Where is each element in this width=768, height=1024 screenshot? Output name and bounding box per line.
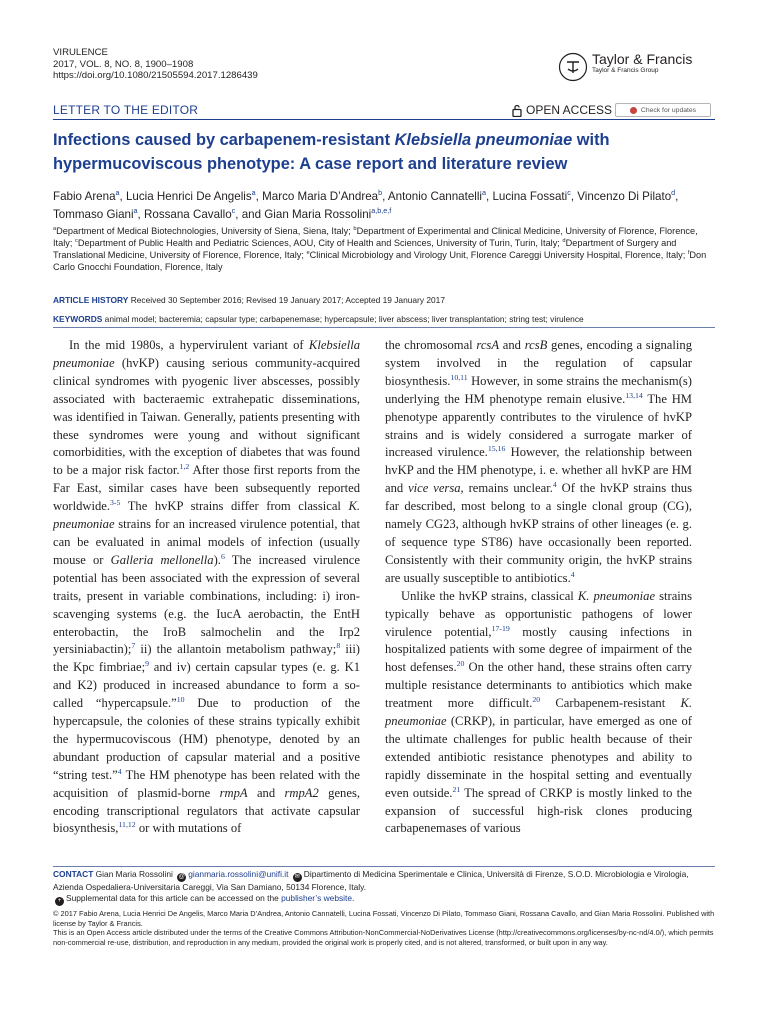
text-run: genes, encoding a signaling system involved in the regulation of capsular biosynthesis. (385, 338, 692, 388)
affiliation-key: d (562, 237, 566, 244)
contact-footer (53, 869, 715, 906)
keywords-text: animal model; bacteremia; capsular type; carbapenemase; hypercapsule; liver abscess; liver transplantation; string test; virulence (104, 314, 584, 324)
article-section: LETTER TO THE EDITOR (53, 103, 199, 117)
text-run: and iv) certain capsular types (e. g. K1 and K2) produced in increased abundance to form a so-called “hypercapsule.” (53, 660, 360, 711)
citation-ref[interactable]: 10 (176, 694, 185, 704)
text-run: Due to production of the hypercapsule, the colonies of these strains typically exhibit the hypermucoviscous (HM) phenotype, denoted by an abundant production of capsular material and a positive “string test.” (53, 696, 360, 782)
contact-label: CONTACT (53, 869, 94, 879)
citation-ref[interactable]: 11,12 (118, 820, 136, 830)
citation-ref[interactable]: 6 (220, 551, 225, 561)
section-rule (53, 327, 715, 328)
citation-ref[interactable]: 4 (552, 480, 557, 490)
affiliation-text: Department of Experimental and Clinical Medicine, University of Florence, Florence, Italy; (53, 226, 698, 248)
text-run: , remains unclear. (460, 481, 553, 496)
contact-email-link[interactable]: gianmaria.rossolini@unifi.it (188, 869, 289, 879)
open-access-badge (512, 103, 612, 117)
text-run: The HM phenotype has been related with the acquisition of plasmid-borne (53, 767, 360, 800)
crossmark-icon (630, 107, 637, 114)
text-run: and (499, 338, 525, 352)
citation-ref[interactable]: 20 (456, 659, 465, 669)
text-run: (hvKP) causing serious community-acquired clinical syndromes with pyogenic liver abscesses, possibly associated with bacteraemic extrahepatic disseminations, was identified in Taiwan. Generally, patients presenting with these syndromes were young and without significant comorbidities, with the exception of diabetes that was found to be a major risk factor. (53, 355, 360, 478)
text-run: Of the hvKP strains thus far described, most belong to a single clonal group (CG), namely CG23, although hvKP strains of other lineages (e. g. of sequence type ST86) have occasionally been reported. Consistently with their community origin, the hvKP strains are usually susceptible to antibiotics. (385, 481, 692, 585)
history-text: Received 30 September 2016; Revised 19 January 2017; Accepted 19 January 2017 (130, 295, 445, 305)
affiliation-key: a (53, 225, 57, 232)
citation-ref[interactable]: 10,11 (450, 372, 468, 382)
text-run: (CRKP), in particular, have emerged as one of the ultimate challenges for public health because of their extended antibiotic resistance phenotypes and ability to rapidly disseminate in the hospital setting and eventually even outside. (385, 714, 692, 800)
citation-ref[interactable]: 17-19 (491, 623, 510, 633)
open-lock-icon (512, 104, 522, 117)
citation-ref[interactable]: 8 (336, 641, 341, 651)
body-paragraph (385, 588, 692, 839)
text-run: strains typically behave as opportunistic pathogens of lower virulence potential, (385, 588, 692, 639)
affiliation-key: b (353, 225, 357, 232)
author-affiliation-mark: a,b,e,f (371, 205, 392, 215)
body-column-left (53, 337, 360, 838)
author-name[interactable]: Lucina Fossati (492, 190, 568, 203)
citation-ref[interactable]: 4 (570, 569, 575, 579)
text-run: iii) the Kpc fimbriae; (53, 642, 361, 675)
contact-name: Gian Maria Rossolini (95, 869, 173, 879)
text-run: On the other hand, these strains often carry multiple resistance determinants to antibiotics which make treatment more difficult. (385, 660, 692, 711)
affiliation-text: Clinical Microbiology and Virology Unit, Florence Careggi University Hospital, Florence, Italy; (309, 250, 688, 260)
author-name[interactable]: Fabio Arena (53, 190, 116, 203)
body-paragraph (53, 337, 360, 838)
text-run: ). (213, 552, 221, 567)
text-run: the chromosomal (385, 338, 477, 352)
affiliation-key: f (687, 249, 690, 256)
text-run: In the mid 1980s, a hypervirulent variant of (69, 338, 309, 352)
author-affiliation-mark: c (567, 188, 571, 198)
italic-term: rcsA (476, 338, 500, 352)
affiliation-key: c (74, 237, 78, 244)
check-updates-label: Check for updates (640, 106, 697, 114)
supplemental-end: . (352, 893, 355, 903)
affiliation-text: Don Carlo Gnocchi Foundation, Florence, Italy (53, 250, 707, 272)
license-text: This is an Open Access article distributed under the terms of the Creative Commons Attribution-NonCommercial-NoDerivatives License (http://creativecommons.org/licenses/by-nc-nd/4.0/), which permits non-commercial re-use, distribution, and reproduction in any medium, provided the original work is properly cited, and is not altered, transformed, or built upon in any way. (53, 928, 714, 947)
text-run: The spread of CRKP is mostly linked to the expansion of successful high-risk clones producing carbapenemases of various (385, 785, 693, 836)
affiliation-text: Department of Medical Biotechnologies, University of Siena, Siena, Italy; (56, 226, 354, 236)
citation-ref[interactable]: 1,2 (179, 462, 190, 472)
title-part: with hypermucoviscous phenotype: A case report and literature review (53, 131, 610, 173)
affiliations (53, 225, 715, 273)
affiliation-key: e (306, 249, 310, 256)
text-run: mostly causing infections in hospitalized patients with some degree of impairment of the host defenses. (385, 624, 693, 675)
citation-ref[interactable]: 7 (131, 641, 136, 651)
body-column-right (385, 337, 692, 838)
doi-link[interactable]: https://doi.org/10.1080/21505594.2017.1286439 (53, 70, 258, 81)
copyright-text: © 2017 Fabio Arena, Lucia Henrici De Angelis, Marco Maria D’Andrea, Antonio Cannatelli, Lucina Fossati, Vincenzo Di Pilato, Tommaso Giani, Rossana Cavallo, and Gian Maria Rossolini. Published with license by Taylor & Francis. (53, 909, 715, 928)
author-name[interactable]: Vincenzo Di Pilato (577, 190, 672, 203)
author-name[interactable]: Gian Maria Rossolini (264, 207, 372, 221)
author-affiliation-mark: c (231, 205, 236, 215)
author-list: Fabio Arena$^a$, Lucia Henrici De Angelis$^a$, Marco Maria D’Andrea$^b$, Antonio Cannatelli$^a$, Lucina Fossati$^c$, Vincenzo Di Pilato$^d$, Tommaso Giani$^a$, Rossana Cavallo$^c$, and Gian Maria Rossolini$^{a,b,e,f}$ (53, 188, 679, 221)
text-run: or with mutations of (135, 821, 242, 836)
author-name[interactable]: Marco Maria D’Andrea (262, 190, 379, 203)
publisher-group: Taylor & Francis Group (592, 67, 659, 74)
affiliation-text: Department of Public Health and Pediatric Sciences, AOU, City of Health and Sciences, University of Turin, Turin, Italy; (77, 238, 563, 248)
article-history (53, 294, 715, 306)
italic-term: rcsB (524, 338, 548, 352)
contact-address: Dipartimento di Medicina Sperimentale e Clinica, Università di Firenze, S.O.D. Microbiologia e Virologia, Azienda Ospedaliera-Universitaria Careggi, Via San Damiano, 50134 Florence, Italy. (53, 869, 689, 892)
italic-term: rmpA2 (284, 785, 319, 800)
publisher-name: Taylor & Francis (592, 51, 693, 67)
italic-term: rmpA (219, 785, 248, 800)
citation-ref[interactable]: 20 (532, 694, 541, 704)
title-part: Infections caused by carbapenem-resistant (53, 131, 395, 149)
citation-ref[interactable]: 15,16 (487, 444, 506, 454)
author-name[interactable]: Rossana Cavallo (144, 207, 232, 221)
text-run: Carbapenem-resistant (540, 696, 681, 711)
text-run: ii) the allantoin metabolism pathway; (135, 642, 337, 657)
author-affiliation-mark: a (482, 188, 487, 198)
header-rule (53, 119, 715, 120)
publisher-logo[interactable] (558, 52, 692, 82)
history-label: ARTICLE HISTORY (53, 295, 129, 305)
journal-name: VIRULENCE (53, 47, 108, 58)
publisher-website-link[interactable]: publisher’s website (281, 893, 353, 903)
author-conjunction: and (241, 207, 262, 221)
italic-term: Klebsiella pneumoniae (53, 338, 360, 370)
author-affiliation-mark: a (251, 188, 256, 198)
text-run: strains for an increased virulence potential, that can be evaluated in animal models of infection (usually mouse or (53, 517, 360, 567)
text-run: Unlike the hvKP strains, classical (401, 588, 578, 603)
supplemental-icon: + (55, 897, 64, 906)
copyright-notice (53, 909, 715, 947)
author-name[interactable]: Tommaso Giani (53, 207, 134, 221)
text-run: genes, encoding transcriptional regulators that activate capsular biosynthesis, (53, 785, 360, 836)
author-affiliation-mark: a (115, 188, 120, 198)
text-run: However, in some strains the mechanism(s) underlying the HM phenotype remain elusive. (385, 373, 692, 406)
text-run: and (247, 785, 285, 800)
citation-ref[interactable]: 4 (117, 766, 122, 776)
open-access-label: OPEN ACCESS (526, 103, 613, 117)
article-title (53, 128, 713, 176)
supplemental-text: Supplemental data for this article can be accessed on the (66, 893, 282, 903)
italic-term: vice versa (408, 481, 461, 496)
italic-term: Galleria mellonella (110, 552, 214, 567)
keywords-label: KEYWORDS (53, 314, 103, 324)
body-paragraph (385, 337, 692, 588)
author-name[interactable]: Antonio Cannatelli (387, 190, 483, 203)
text-run: The increased virulence potential has been associated with the expression of several traits, present in variable combinations, including: i) iron-scavenging systems (e.g. the IucA aerobactin, the EntH enterobactin, the IroB salmochelin and the Irp2 yersiniabactin); (53, 552, 360, 657)
tf-emblem-icon (558, 52, 588, 82)
affiliation-text: Department of Surgery and Translational Medicine, University of Florence, Florence, Italy; (53, 238, 677, 260)
italic-term: K. pneumoniae (577, 588, 656, 603)
author-affiliation-mark: a (133, 205, 138, 215)
journal-volume: 2017, VOL. 8, NO. 8, 1900–1908 (53, 58, 194, 70)
citation-ref[interactable]: 9 (145, 659, 149, 669)
italic-term: K. pneumoniae (385, 696, 692, 729)
citation-ref[interactable]: 13,14 (625, 390, 643, 400)
author-name[interactable]: Lucia Henrici De Angelis (125, 190, 252, 203)
citation-ref[interactable]: 3-5 (110, 497, 121, 507)
journal-info (53, 47, 258, 82)
address-icon: ✉ (294, 874, 300, 880)
email-icon: @ (178, 874, 185, 880)
text-run: However, the relationship between hvKP and the HM phenotype, i. e. whether all hvKP are HM and (385, 445, 692, 496)
title-species: Klebsiella pneumoniae (394, 131, 573, 149)
italic-term: K. pneumoniae (53, 499, 360, 532)
author-affiliation-mark: b (378, 188, 383, 198)
text-run: After those first reports from the Far East, similar cases have been subsequently reported worldwide. (53, 463, 360, 514)
text-run: The hvKP strains differ from classical (120, 499, 349, 514)
check-for-updates-button[interactable] (615, 103, 711, 117)
author-affiliation-mark: d (671, 188, 676, 198)
citation-ref[interactable]: 21 (452, 784, 461, 794)
text-run: The HM phenotype apparently contributes to the virulence of hvKP strains and is widely considered a surrogate marker of increased virulence. (385, 391, 692, 460)
keywords (53, 313, 715, 325)
footer-rule (53, 866, 715, 867)
